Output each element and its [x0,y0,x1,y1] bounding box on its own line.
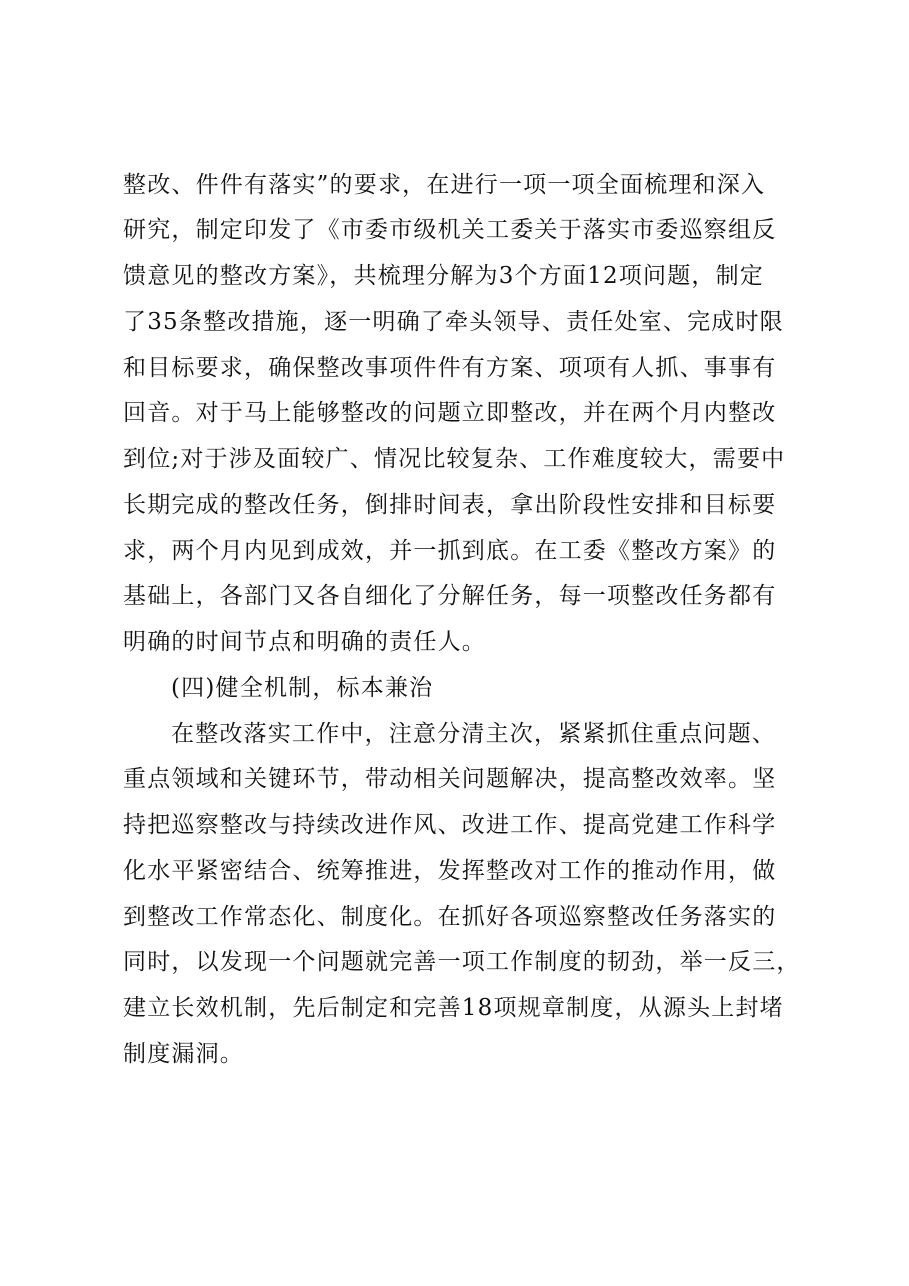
paragraph-line: 在整改落实工作中，注意分清主次，紧紧抓住重点问题、 [171,721,776,747]
paragraph-line: 和目标要求，确保整改事项件件有方案、项项有人抓、事事有 [123,355,777,381]
paragraph-line: 明确的时间节点和明确的责任人。 [123,629,486,655]
paragraph-line: 求，两个月内见到成效，并一抓到底。在工委《整改方案》的 [123,538,777,564]
paragraph-line: 到整改工作常态化、制度化。在抓好各项巡察整改任务落实的 [123,904,777,930]
paragraph-line: 基础上，各部门又各自细化了分解任务，每一项整改任务都有 [123,583,777,609]
paragraph-line: 持把巡察整改与持续改进作风、改进工作、提高党建工作科学 [123,812,777,838]
paragraph-line: 重点领域和关键环节，带动相关问题解决，提高整改效率。坚 [123,766,777,792]
paragraph-line: 同时，以发现一个问题就完善一项工作制度的韧劲，举一反三， [123,949,801,975]
paragraph-line: 化水平紧密结合、统筹推进，发挥整改对工作的推动作用，做 [123,858,777,884]
paragraph-line: 建立长效机制，先后制定和完善18项规章制度，从源头上封堵 [123,995,784,1021]
section-heading: (四)健全机制，标本兼治 [171,675,434,701]
paragraph-line: 了35条整改措施，逐一明确了牵头领导、责任处室、完成时限 [123,309,784,335]
paragraph-line: 研究，制定印发了《市委市级机关工委关于落实市委巡察组反 [123,217,777,243]
paragraph-line: 整改、件件有落实”的要求，在进行一项一项全面梳理和深入 [123,172,766,198]
paragraph-line: 长期完成的整改任务，倒排时间表，拿出阶段性安排和目标要 [123,492,777,518]
paragraph-line: 馈意见的整改方案》，共梳理分解为3个方面12项问题，制定 [123,263,764,289]
paragraph-line: 制度漏洞。 [123,1041,244,1067]
paragraph-line: 回音。对于马上能够整改的问题立即整改，并在两个月内整改 [123,400,777,426]
paragraph-line: 到位;对于涉及面较广、情况比较复杂、工作难度较大，需要中 [123,446,786,472]
